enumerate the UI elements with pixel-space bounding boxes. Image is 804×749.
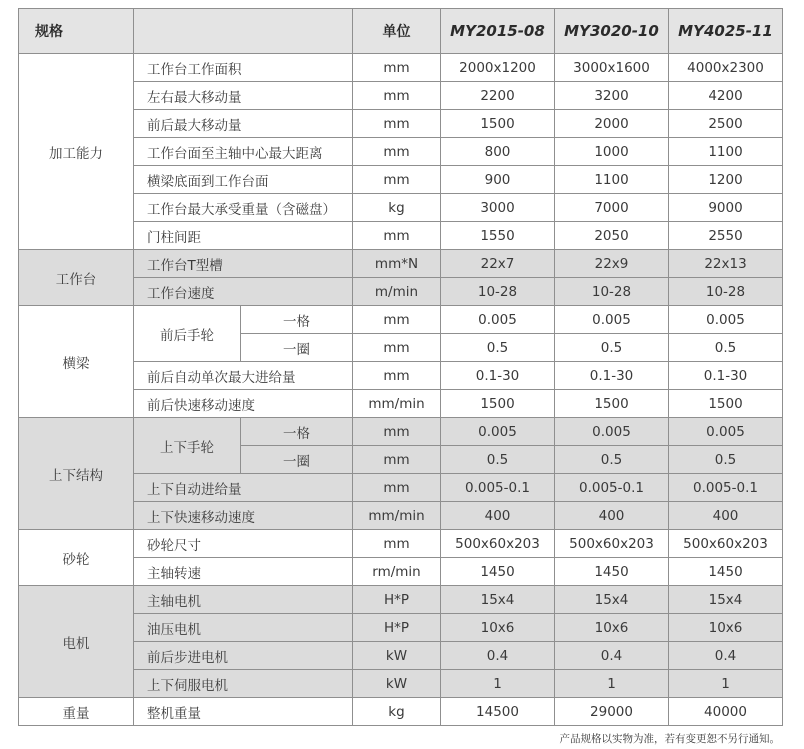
unit-cell: mm <box>353 54 441 82</box>
table-row <box>19 502 783 530</box>
table-row <box>19 110 783 138</box>
value-cell: 40000 <box>669 698 783 726</box>
value-cell: 10-28 <box>441 278 555 306</box>
value-cell: 1500 <box>669 390 783 418</box>
unit-cell: H*P <box>353 614 441 642</box>
table-row <box>19 362 783 390</box>
sub-param-cell: 一圈 <box>241 446 353 474</box>
category-cell: 工作台 <box>19 250 134 306</box>
category-cell: 重量 <box>19 698 134 726</box>
value-cell: 0.5 <box>555 334 669 362</box>
category-cell: 砂轮 <box>19 530 134 586</box>
table-row <box>19 138 783 166</box>
spec-table <box>18 8 783 726</box>
value-cell: 400 <box>441 502 555 530</box>
handwheel-cell: 前后手轮 <box>134 306 241 362</box>
unit-cell: mm/min <box>353 390 441 418</box>
value-cell: 29000 <box>555 698 669 726</box>
value-cell: 1100 <box>555 166 669 194</box>
value-cell: 1500 <box>441 110 555 138</box>
unit-cell: mm <box>353 362 441 390</box>
table-row <box>19 586 783 614</box>
table-row <box>19 474 783 502</box>
value-cell: 0.005 <box>555 418 669 446</box>
value-cell: 1 <box>669 670 783 698</box>
unit-cell: kg <box>353 698 441 726</box>
unit-cell: rm/min <box>353 558 441 586</box>
category-cell: 加工能力 <box>19 54 134 250</box>
value-cell: 0.005 <box>669 418 783 446</box>
value-cell: 10x6 <box>555 614 669 642</box>
table-row <box>19 390 783 418</box>
table-row <box>19 642 783 670</box>
value-cell: 0.5 <box>441 446 555 474</box>
value-cell: 0.005 <box>669 306 783 334</box>
unit-cell: m/min <box>353 278 441 306</box>
value-cell: 0.005-0.1 <box>441 474 555 502</box>
table-row <box>19 194 783 222</box>
param-cell: 砂轮尺寸 <box>134 530 353 558</box>
value-cell: 10-28 <box>669 278 783 306</box>
param-cell: 工作台T型槽 <box>134 250 353 278</box>
unit-cell: mm <box>353 474 441 502</box>
value-cell: 0.4 <box>555 642 669 670</box>
value-cell: 7000 <box>555 194 669 222</box>
value-cell: 0.4 <box>441 642 555 670</box>
param-cell: 上下快速移动速度 <box>134 502 353 530</box>
value-cell: 1200 <box>669 166 783 194</box>
value-cell: 0.5 <box>669 446 783 474</box>
param-cell: 工作台最大承受重量（含磁盘） <box>134 194 353 222</box>
param-cell: 门柱间距 <box>134 222 353 250</box>
value-cell: 3000 <box>441 194 555 222</box>
table-row <box>19 530 783 558</box>
unit-cell: mm <box>353 306 441 334</box>
param-cell: 前后步进电机 <box>134 642 353 670</box>
value-cell: 0.005 <box>555 306 669 334</box>
value-cell: 0.5 <box>441 334 555 362</box>
handwheel-cell: 上下手轮 <box>134 418 241 474</box>
header-model-1: MY2015-08 <box>441 9 555 54</box>
param-cell: 前后快速移动速度 <box>134 390 353 418</box>
value-cell: 2200 <box>441 82 555 110</box>
param-cell: 横梁底面到工作台面 <box>134 166 353 194</box>
value-cell: 10x6 <box>669 614 783 642</box>
param-cell: 上下自动进给量 <box>134 474 353 502</box>
param-cell: 前后自动单次最大进给量 <box>134 362 353 390</box>
param-cell: 整机重量 <box>134 698 353 726</box>
value-cell: 1450 <box>669 558 783 586</box>
table-row <box>19 250 783 278</box>
value-cell: 500x60x203 <box>441 530 555 558</box>
table-row <box>19 558 783 586</box>
value-cell: 0.005-0.1 <box>555 474 669 502</box>
category-cell: 上下结构 <box>19 418 134 530</box>
value-cell: 1450 <box>441 558 555 586</box>
value-cell: 2000x1200 <box>441 54 555 82</box>
value-cell: 1450 <box>555 558 669 586</box>
value-cell: 4200 <box>669 82 783 110</box>
unit-cell: mm*N <box>353 250 441 278</box>
unit-cell: H*P <box>353 586 441 614</box>
value-cell: 22x7 <box>441 250 555 278</box>
value-cell: 800 <box>441 138 555 166</box>
unit-cell: kg <box>353 194 441 222</box>
value-cell: 10x6 <box>441 614 555 642</box>
param-cell: 主轴转速 <box>134 558 353 586</box>
param-cell: 主轴电机 <box>134 586 353 614</box>
value-cell: 0.1-30 <box>441 362 555 390</box>
table-row <box>19 278 783 306</box>
value-cell: 14500 <box>441 698 555 726</box>
value-cell: 400 <box>555 502 669 530</box>
header-spec: 规格 <box>19 9 134 54</box>
unit-cell: mm <box>353 446 441 474</box>
value-cell: 15x4 <box>669 586 783 614</box>
table-row <box>19 670 783 698</box>
table-row <box>19 54 783 82</box>
category-cell: 电机 <box>19 586 134 698</box>
header-blank <box>134 9 353 54</box>
unit-cell: kW <box>353 642 441 670</box>
value-cell: 1000 <box>555 138 669 166</box>
param-cell: 上下伺服电机 <box>134 670 353 698</box>
table-row <box>19 614 783 642</box>
value-cell: 0.5 <box>555 446 669 474</box>
value-cell: 900 <box>441 166 555 194</box>
value-cell: 3000x1600 <box>555 54 669 82</box>
param-cell: 工作台速度 <box>134 278 353 306</box>
value-cell: 0.1-30 <box>669 362 783 390</box>
table-row <box>19 418 783 446</box>
value-cell: 1500 <box>555 390 669 418</box>
value-cell: 1550 <box>441 222 555 250</box>
unit-cell: kW <box>353 670 441 698</box>
unit-cell: mm <box>353 418 441 446</box>
value-cell: 9000 <box>669 194 783 222</box>
footnote: 产品规格以实物为准，若有变更恕不另行通知。 <box>559 733 780 745</box>
unit-cell: mm <box>353 110 441 138</box>
param-cell: 工作台面至主轴中心最大距离 <box>134 138 353 166</box>
unit-cell: mm <box>353 530 441 558</box>
unit-cell: mm <box>353 82 441 110</box>
unit-cell: mm <box>353 166 441 194</box>
value-cell: 4000x2300 <box>669 54 783 82</box>
table-row <box>19 306 783 334</box>
table-row <box>19 698 783 726</box>
value-cell: 15x4 <box>555 586 669 614</box>
unit-cell: mm <box>353 138 441 166</box>
param-cell: 左右最大移动量 <box>134 82 353 110</box>
value-cell: 22x13 <box>669 250 783 278</box>
param-cell: 工作台工作面积 <box>134 54 353 82</box>
header-model-3: MY4025-11 <box>669 9 783 54</box>
value-cell: 2000 <box>555 110 669 138</box>
value-cell: 0.4 <box>669 642 783 670</box>
value-cell: 500x60x203 <box>669 530 783 558</box>
value-cell: 500x60x203 <box>555 530 669 558</box>
unit-cell: mm <box>353 222 441 250</box>
value-cell: 0.5 <box>669 334 783 362</box>
value-cell: 2550 <box>669 222 783 250</box>
value-cell: 2050 <box>555 222 669 250</box>
value-cell: 400 <box>669 502 783 530</box>
table-row <box>19 82 783 110</box>
value-cell: 1 <box>441 670 555 698</box>
value-cell: 3200 <box>555 82 669 110</box>
value-cell: 1500 <box>441 390 555 418</box>
value-cell: 22x9 <box>555 250 669 278</box>
value-cell: 2500 <box>669 110 783 138</box>
sub-param-cell: 一格 <box>241 306 353 334</box>
value-cell: 0.1-30 <box>555 362 669 390</box>
sub-param-cell: 一圈 <box>241 334 353 362</box>
value-cell: 10-28 <box>555 278 669 306</box>
unit-cell: mm/min <box>353 502 441 530</box>
value-cell: 0.005-0.1 <box>669 474 783 502</box>
param-cell: 前后最大移动量 <box>134 110 353 138</box>
table-row <box>19 166 783 194</box>
value-cell: 0.005 <box>441 306 555 334</box>
value-cell: 1 <box>555 670 669 698</box>
unit-cell: mm <box>353 334 441 362</box>
value-cell: 0.005 <box>441 418 555 446</box>
param-cell: 油压电机 <box>134 614 353 642</box>
header-unit: 单位 <box>353 9 441 54</box>
table-header-row <box>19 9 783 54</box>
category-cell: 横梁 <box>19 306 134 418</box>
value-cell: 15x4 <box>441 586 555 614</box>
value-cell: 1100 <box>669 138 783 166</box>
header-model-2: MY3020-10 <box>555 9 669 54</box>
sub-param-cell: 一格 <box>241 418 353 446</box>
table-row <box>19 222 783 250</box>
